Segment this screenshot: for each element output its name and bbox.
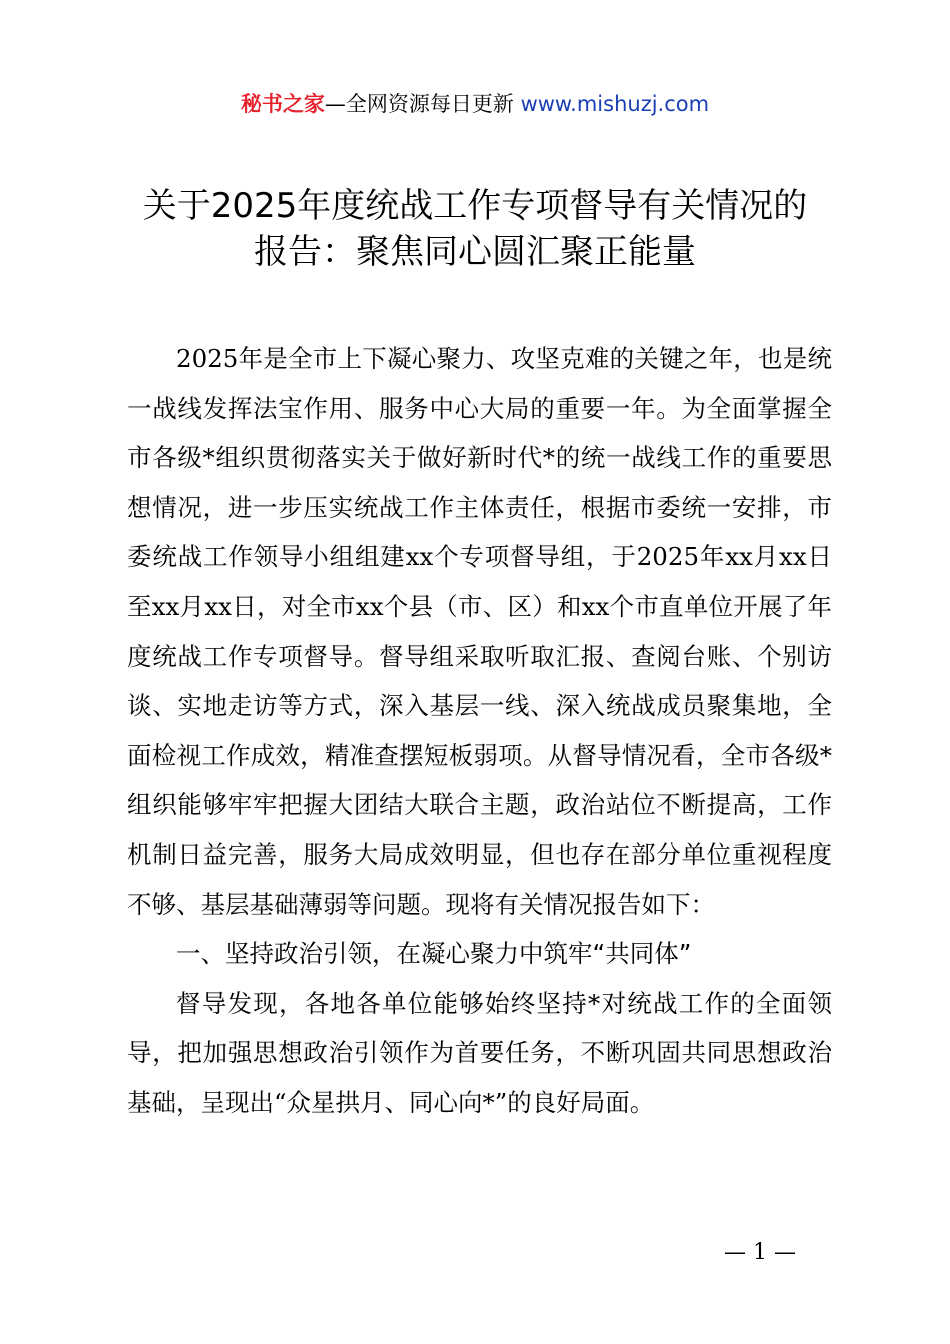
brand-name: 秘书之家 bbox=[240, 92, 325, 116]
document-body bbox=[127, 334, 832, 1128]
title-line-2: 报告：聚焦同心圆汇聚正能量 bbox=[254, 232, 696, 272]
site-header bbox=[0, 88, 950, 120]
page-number: — 1 — bbox=[724, 1240, 796, 1265]
site-url-link[interactable]: www.mishuzj.com bbox=[520, 92, 710, 116]
intro-paragraph: 2025年是全市上下凝心聚力、攻坚克难的关键之年，也是统一战线发挥法宝作用、服务中心大局的重要一年。为全面掌握全市各级*组织贯彻落实关于做好新时代*的统一战线工作的重要思想情况，进一步压实统战工作主体责任，根据市委统一安排，市委统战工作领导小组组建xx个专项督导组，于2025年xx月xx日至xx月xx日，对全市xx个县（市、区）和xx个市直单位开展了年度统战工作专项督导。督导组采取听取汇报、查阅台账、个别访谈、实地走访等方式，深入基层一线、深入统战成员聚集地，全面检视工作成效，精准查摆短板弱项。从督导情况看，全市各级*组织能够牢牢把握大团结大联合主题，政治站位不断提高，工作机制日益完善，服务大局成效明显，但也存在部分单位重视程度不够、基层基础薄弱等问题。现将有关情况报告如下： bbox=[127, 344, 832, 919]
section-1-paragraph: 督导发现，各地各单位能够始终坚持*对统战工作的全面领导，把加强思想政治引领作为首要任务，不断巩固共同思想政治基础，呈现出“众星拱月、同心向*”的良好局面。 bbox=[127, 988, 832, 1117]
header-tagline: —全网资源每日更新 bbox=[324, 92, 521, 116]
document-title bbox=[100, 183, 850, 275]
title-line-1: 关于2025年度统战工作专项督导有关情况的 bbox=[142, 186, 808, 226]
section-1-heading: 一、坚持政治引领，在凝心聚力中筑牢“共同体” bbox=[176, 939, 692, 969]
